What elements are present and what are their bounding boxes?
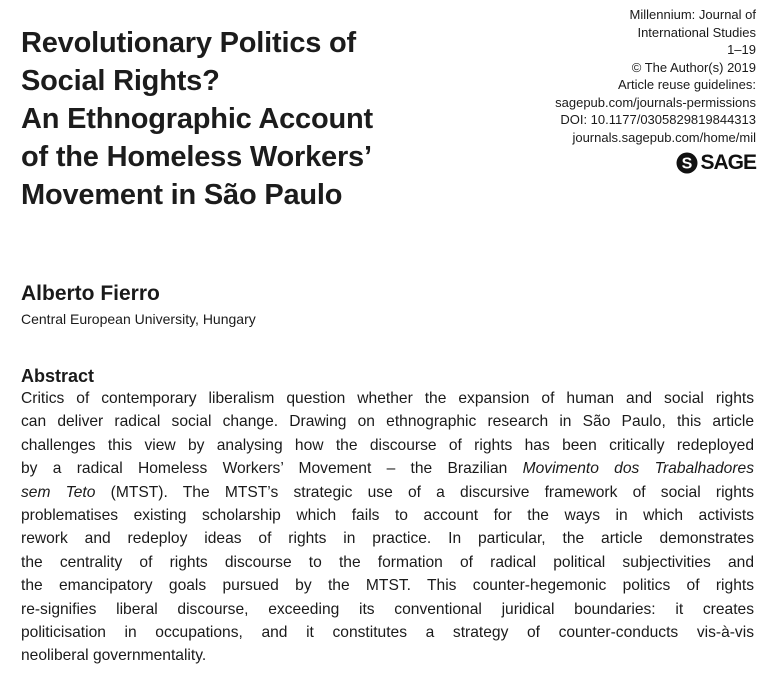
article-title <box>21 24 501 214</box>
title-line: Movement in São Paulo <box>21 179 343 211</box>
journal-name-line: International Studies <box>637 24 756 40</box>
abstract-line: challenges this view by analysing how the discourse of rights has been critically redeployed <box>21 436 754 454</box>
svg-text:S: S <box>682 155 693 173</box>
reuse-guidelines-label: Article reuse guidelines: <box>617 77 756 92</box>
journal-metadata <box>496 6 756 146</box>
title-line: Revolutionary Politics of <box>21 27 356 59</box>
abstract-heading: Abstract <box>21 366 95 386</box>
abstract-line <box>21 481 754 504</box>
journal-name-line: Millennium: Journal of <box>629 7 756 22</box>
doi[interactable]: DOI: 10.1177/0305829819844313 <box>560 112 756 127</box>
title-line: of the Homeless Workers’ <box>21 141 372 173</box>
sage-s-icon <box>676 152 698 174</box>
copyright-notice: © The Author(s) 2019 <box>631 59 756 75</box>
movement-name-italic: sem Teto <box>21 483 96 501</box>
abstract-text: (MTST). The MTST’s strategic use of a discursive framework of social rights <box>95 483 755 501</box>
abstract-line: can deliver radical social change. Drawing on ethnographic research in São Paulo, this article <box>21 413 754 431</box>
abstract-line: neoliberal governmentality. <box>21 647 207 665</box>
permissions-link[interactable]: sagepub.com/journals-permissions <box>555 94 756 110</box>
abstract-line: politicisation in occupations, and it constitutes a strategy of counter-conducts vis-à-vis <box>21 624 754 642</box>
journal-homepage-link[interactable]: journals.sagepub.com/home/mil <box>572 129 756 145</box>
abstract-line: Critics of contemporary liberalism question whether the expansion of human and social rights <box>21 390 754 407</box>
abstract-line: the emancipatory goals pursued by the MTST. This counter-hegemonic politics of rights <box>21 577 754 595</box>
abstract-text: by a radical Homeless Workers’ Movement – the Brazilian <box>21 460 523 478</box>
author-affiliation: Central European University, Hungary <box>21 311 256 327</box>
sage-logo-text: SAGE <box>700 151 756 174</box>
abstract-body <box>21 387 754 668</box>
abstract-line <box>21 457 754 480</box>
abstract-line: the centrality of rights discourse to the formation of radical political subjectivities and <box>21 553 754 571</box>
abstract-line: problematises existing scholarship which fails to account for the ways in which activists <box>21 507 754 525</box>
movement-name-italic: Movimento dos Trabalhadores <box>522 460 755 478</box>
abstract-line: re-signifies liberal discourse, exceeding its conventional juridical boundaries: it creates <box>21 600 754 618</box>
author-name: Alberto Fierro <box>21 282 160 305</box>
page-range: 1–19 <box>727 42 756 57</box>
abstract-line: rework and redeploy ideas of rights in practice. In particular, the article demonstrates <box>21 530 754 548</box>
title-line: Social Rights? <box>21 65 220 97</box>
title-line: An Ethnographic Account <box>21 103 373 135</box>
sage-logo <box>676 151 756 175</box>
